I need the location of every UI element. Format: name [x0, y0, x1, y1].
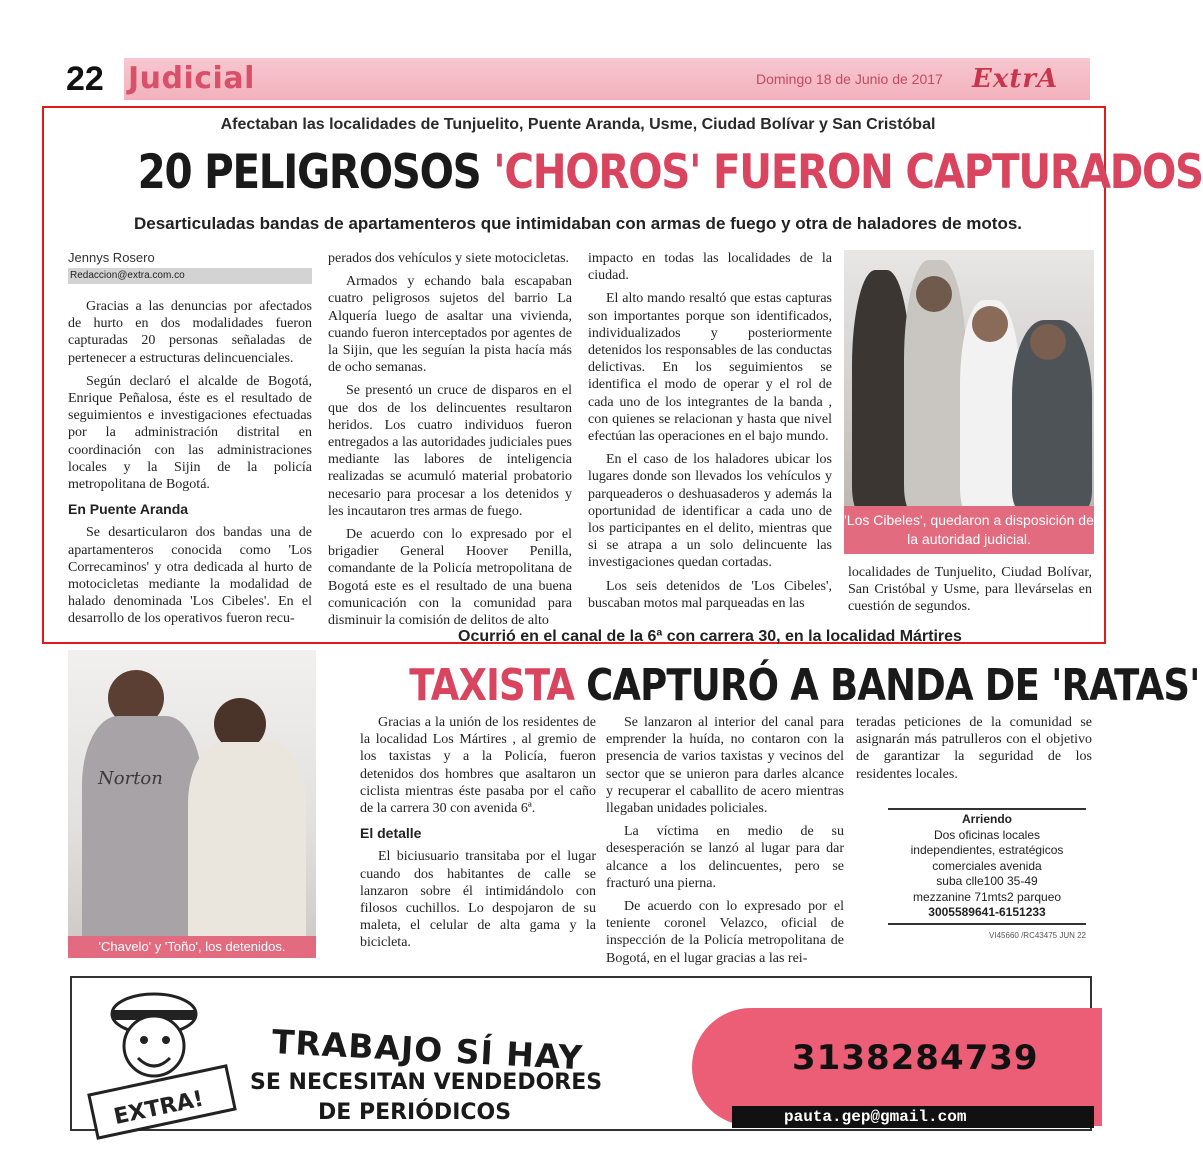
story1-headline-part2: 'CHOROS' FUERON CAPTURADOS [493, 145, 1203, 200]
story2-col1-paragraph-2: El biciusuario transitaba por el lugar cuando dos habitantes de calle se lanzaron sobre él intimidándolo con filosos cuchillos. Lo despojaron de su maleta, el celular de alta gama y la bicicleta. [360, 849, 596, 951]
page-header [66, 58, 1090, 100]
story1-col3-paragraph-3: En el caso de los haladores ubicar los lugares donde son llevados los vehículos y parqueaderos o deshuasaderos y además la oportunidad de identificar a cada uno de los participantes en el delito, mientras que si se atrapa a un solo delincuente las investigaciones quedan cortadas. [588, 452, 832, 571]
story2-photo [68, 650, 316, 936]
story2-headline-part2: CAPTURÓ A BANDA DE 'RATAS' [586, 660, 1200, 711]
newsboy-illustration-icon [82, 984, 242, 1131]
story1-photo-caption: 'Los Cibeles', quedaron a disposición de la autoridad judicial. [844, 506, 1094, 554]
story1-column-1 [68, 298, 312, 634]
photo-person [82, 716, 202, 946]
ad-headline: TRABAJO SÍ HAY [270, 1022, 584, 1078]
story2-column-1 [360, 714, 596, 958]
classified-line: comerciales avenida [932, 858, 1042, 873]
story1-col2-paragraph-1: perados dos vehículos y siete motocicletas. [328, 251, 570, 266]
story1-col4-paragraph-1: localidades de Tunjuelito, Ciudad Bolívar, San Cristóbal y Usme, para llevárselas en cuestión de segundos. [848, 565, 1092, 615]
author-byline: Jennys Rosero [68, 250, 155, 265]
story1-col1-paragraph-3: Se desarticularon dos bandas una de apartamenteros conocida como 'Los Correcaminos' y otra dedicada al hurto de motocicletas mediante la modalidad de halado denominada 'Los Cibeles'. En el desarrollo de los operativos fueron recu- [68, 525, 312, 627]
story2-col2-paragraph-1: Se lanzaron al interior del canal para emprender la huída, no contaron con la presencia de varios taxistas y vecinos del sector que se unieron para darles alcance y recuperar el caballito de acero mientras llegaban unidades policiales. [606, 715, 844, 817]
story1-col1-paragraph-2: Según declaró el alcalde de Bogotá, Enrique Peñalosa, éste es el resultado de seguimientos e investigaciones efectuadas por la administración distrital en coordinación con las administraciones locales y la Sijin de la policía metropolitana de Bogotá. [68, 373, 312, 493]
section-title: Judicial [128, 61, 255, 96]
issue-date: Domingo 18 de Junio de 2017 [756, 71, 943, 87]
story2-kicker: Ocurrió en el canal de la 6ª con carrera 30, en la localidad Mártires [458, 628, 962, 645]
story2-col2-paragraph-2: La víctima en medio de su desesperación se lanzó al lugar para dar alcance a los delincuentes, pero se fracturó una pierna. [606, 824, 844, 891]
page-number: 22 [66, 58, 124, 100]
shirt-print: Norton [98, 768, 163, 789]
classified-phone: 3005589641-6151233 [928, 905, 1046, 919]
ad-line: DE PERIÓDICOS [318, 1100, 512, 1125]
classified-rule [888, 923, 1086, 925]
story2-headline-part1: TAXISTA [409, 660, 575, 711]
story2-column-2 [606, 714, 844, 973]
story1-col3-paragraph-2: El alto mando resaltó que estas capturas son importantes porque son identificados, individualizados y posteriormente detenidos los responsables de las conductas delictivas. En los seguimientos se identifica el modo de operar y el rol de cada uno de los integrantes de la banda , con quienes se relacionan y hasta que nivel efectúan las operaciones en el bajo mundo. [588, 291, 832, 445]
recruitment-ad [70, 976, 1092, 1131]
classified-ad [888, 808, 1086, 943]
story1-col2-paragraph-3: Se presentó un cruce de disparos en el que dos de los delincuentes resultaron heridos. Los cuatro individuos fueron entregados a las autoridades judiciales pues mediante las labores de inteligencia realizadas se acumuló material probatorio necesario para procesar a los detenidos y les incautaron tres armas de fuego. [328, 383, 572, 519]
story1-kicker: Afectaban las localidades de Tunjuelito, Puente Aranda, Usme, Ciudad Bolívar y San Cristóbal [220, 116, 936, 133]
story2-col2-paragraph-3: De acuerdo con lo expresado por el teniente coronel Velazco, oficial de inspección de la Policía metropolitana de Bogotá, en el lugar gracias a las rei- [606, 899, 844, 966]
photo-person [188, 742, 306, 946]
classified-line: suba clle100 35-49 [936, 874, 1038, 888]
story1-column-4 [848, 564, 1092, 622]
classified-line: mezzanine 71mts2 parqueo [912, 889, 1062, 904]
boy-sign-text: EXTRA! [111, 1086, 206, 1131]
classified-code: VI45660 /RC43475 JUN 22 [989, 930, 1086, 940]
classified-title: Arriendo [961, 812, 1012, 826]
story1-col1-paragraph-1: Gracias a las denuncias por afectados de hurto en dos modalidades fueron capturadas 20 personas señaladas de pertenecer a estructuras delincuenciales. [68, 299, 312, 366]
story1-deck: Desarticuladas bandas de apartamenteros que intimidaban con armas de fuego y otra de haladores de motos. [133, 214, 1023, 233]
author-email: Redaccion@extra.com.co [68, 268, 312, 284]
story1-col3-paragraph-1: impacto en todas las localidades de la ciudad. [588, 251, 832, 284]
story2-col3-paragraph-1: teradas peticiones de la comunidad se asignarán más patrulleros con el objetivo de garantizar la seguridad de los residentes locales. [856, 715, 1092, 782]
ad-email: pauta.gep@gmail.com [784, 1108, 967, 1126]
story1-subhead: En Puente Aranda [68, 501, 189, 518]
photo-person [852, 270, 910, 510]
newspaper-logo: ExtrA [972, 64, 1059, 94]
photo-face-blurred [1030, 324, 1066, 360]
ad-phone: 3138284739 [792, 1038, 1039, 1078]
ad-line: SE NECESITAN VENDEDORES [250, 1070, 603, 1095]
story2-col1-paragraph-1: Gracias a la unión de los residentes de la localidad Los Mártires , al gremio de los taxistas y a la Policía, fueron detenidos dos hombres que asaltaron un ciclista mientras éste pasaba por el caño de la carrera 30 con avenida 6ª. [360, 715, 596, 817]
classified-rule [888, 808, 1086, 810]
story1-column-2 [328, 250, 572, 635]
story1-col2-paragraph-4: De acuerdo con lo expresado por el brigadier General Hoover Penilla, comandante de la Policía metropolitana de Bogotá este es el resultado de una buena comunicación con la comunidad para disminuir la comisión de delitos de alto [328, 527, 572, 629]
classified-line: independientes, estratégicos [910, 843, 1064, 857]
story1-headline-part1: 20 PELIGROSOS [137, 145, 481, 200]
story1-photo [844, 250, 1094, 506]
story1-column-3 [588, 250, 832, 618]
story2-subhead: El detalle [360, 825, 422, 842]
story1-col2-paragraph-2: Armados y echando bala escapaban cuatro peligrosos sujetos del barrio La Alquería luego de asaltar una vivienda, cuando fueron interceptados por agentes de la Sijin, que les seguían la pista hacía más de ocho semanas. [328, 274, 572, 376]
story1-headline [137, 140, 1203, 206]
classified-line: Dos oficinas locales [933, 827, 1041, 842]
photo-face-blurred [916, 276, 952, 312]
story2-photo-caption: 'Chavelo' y 'Toño', los detenidos. [68, 936, 316, 958]
photo-face-blurred [972, 306, 1008, 342]
story1-col3-paragraph-4: Los seis detenidos de 'Los Cibeles', buscaban motos mal parqueadas en las [588, 578, 832, 611]
story2-headline [409, 656, 1200, 716]
story2-column-3 [856, 714, 1092, 789]
